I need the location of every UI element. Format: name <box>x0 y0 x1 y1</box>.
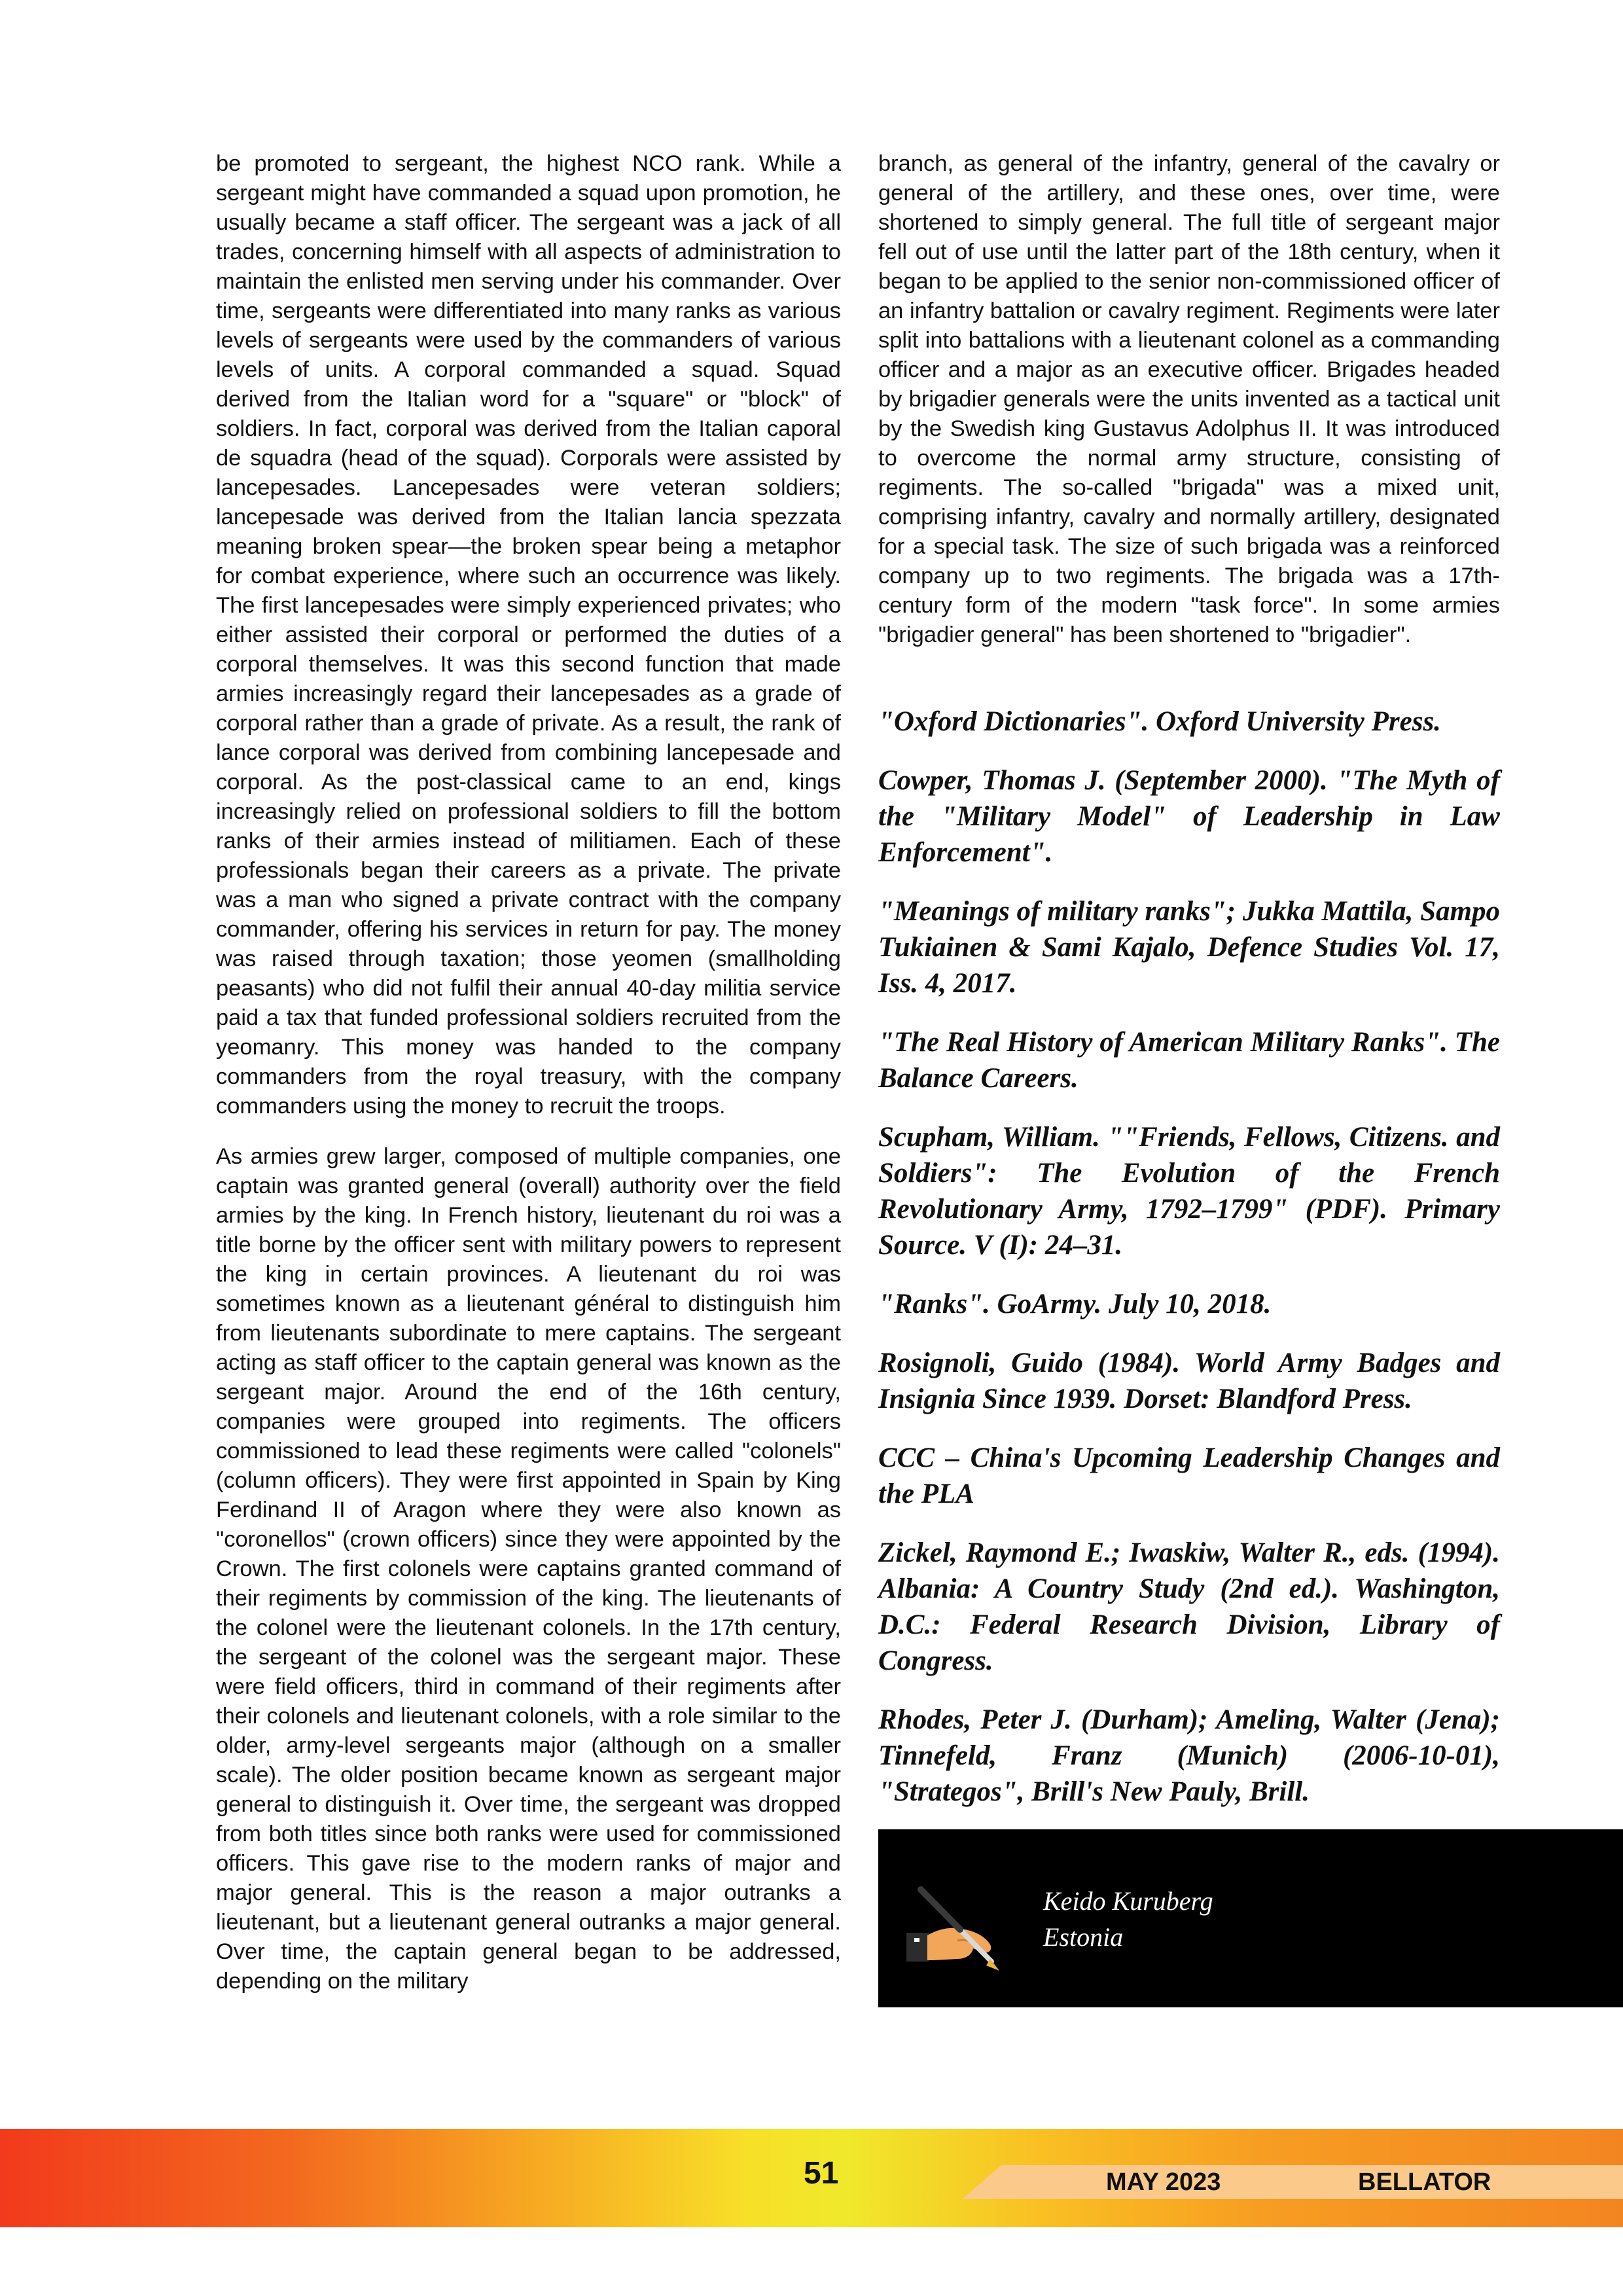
reference-item: "Ranks". GoArmy. July 10, 2018. <box>878 1289 1272 1319</box>
magazine-name: BELLATOR <box>1358 2168 1491 2196</box>
article-paragraph: branch, as general of the infantry, general of the cavalry or general of the artillery, and these ones, over time, were shortened to simply general. The full title of sergeant major fell out of use until the latter part of the 18th century, when it began to be applied to the senior non-commissioned officer of an infantry battalion or cavalry regiment. Regiments were later split into battalions with a lieutenant colonel as a commanding officer and a major as an executive officer. Brigades headed by brigadier generals were the units invented as a tactical unit by the Swedish king Gustavus Adolphus II. It was introduced to overcome the normal army structure, consisting of regiments. The so-called "brigada" was a mixed unit, comprising infantry, cavalry and normally artillery, designated for a special task. The size of such brigada was a reinforced company up to two regiments. The brigada was a 17th-century form of the modern "task force". In some armies "brigadier general" has been shortened to "brigadier". <box>878 151 1500 647</box>
reference-item: Scupham, William. ""Friends, Fellows, Citizens. and Soldiers": The Evolution of the French Revolutionary Army, 1792–1799" (PDF). Primary Source. V (I): 24–31. <box>878 1122 1500 1261</box>
footer-tab <box>962 2165 1623 2199</box>
author-country: Estonia <box>1043 1922 1124 1952</box>
reference-item: Rhodes, Peter J. (Durham); Ameling, Walter (Jena); Tinnefeld, Franz (Munich) (2006-10-01), "Strategos", Brill's New Pauly, Brill. <box>878 1704 1500 1807</box>
author-box <box>878 1829 1623 2007</box>
page-number: 51 <box>804 2156 839 2191</box>
article-paragraph: As armies grew larger, composed of multiple companies, one captain was granted general (overall) authority over the field armies by the king. In French history, lieutenant du roi was a title borne by the officer sent with military powers to represent the king in certain provinces. A lieutenant du roi was sometimes known as a lieutenant général to distinguish him from lieutenants subordinate to mere captains. The sergeant acting as staff officer to the captain general was known as the sergeant major. Around the end of the 16th century, companies were grouped into regiments. The officers commissioned to lead these regiments were called "colonels" (column officers). They were first appointed in Spain by King Ferdinand II of Aragon where they were also known as "coronellos" (crown officers) since they were appointed by the Crown. The first colonels were captains granted command of their regiments by commission of the king. The lieutenants of the colonel were the lieutenant colonels. In the 17th century, the sergeant of the colonel was the sergeant major. These were field officers, third in command of their regiments after their colonels and lieutenant colonels, with a role similar to the older, army-level sergeants major (although on a smaller scale). The older position became known as sergeant major general to distinguish it. Over time, the sergeant was dropped from both titles since both ranks were used for commissioned officers. This gave rise to the modern ranks of major and major general. This is the reason a major outranks a lieutenant, but a lieutenant general outranks a major general. Over time, the captain general began to be addressed, depending on the military <box>216 1144 841 1994</box>
reference-item: "The Real History of American Military Ranks". The Balance Careers. <box>878 1027 1500 1094</box>
quill-hand-icon <box>895 1875 1026 1973</box>
article-right-column <box>878 149 1500 650</box>
references-list <box>878 704 1500 1833</box>
reference-item: "Meanings of military ranks"; Jukka Mattila, Sampo Tukiainen & Sami Kajalo, Defence Studies Vol. 17, Iss. 4, 2017. <box>878 896 1500 999</box>
article-left-column <box>216 149 841 1996</box>
reference-item: Cowper, Thomas J. (September 2000). "The Myth of the "Military Model" of Leadership in Law Enforcement". <box>878 765 1500 868</box>
author-name: Keido Kuruberg <box>1043 1886 1213 1916</box>
reference-item: "Oxford Dictionaries". Oxford University Press. <box>878 706 1441 737</box>
reference-item: Zickel, Raymond E.; Iwaskiw, Walter R., eds. (1994). Albania: A Country Study (2nd ed.). Washington, D.C.: Federal Research Division, Library of Congress. <box>878 1537 1500 1676</box>
reference-item: Rosignoli, Guido (1984). World Army Badges and Insignia Since 1939. Dorset: Blandford Press. <box>878 1348 1500 1414</box>
reference-item: CCC – China's Upcoming Leadership Changes and the PLA <box>878 1443 1500 1509</box>
page-footer <box>0 2129 1623 2227</box>
issue-date: MAY 2023 <box>1106 2168 1221 2196</box>
article-paragraph: be promoted to sergeant, the highest NCO rank. While a sergeant might have commanded a squad upon promotion, he usually became a staff officer. The sergeant was a jack of all trades, concerning himself with all aspects of administration to maintain the enlisted men serving under his commander. Over time, sergeants were differentiated into many ranks as various levels of sergeants were used by the commanders of various levels of units. A corporal commanded a squad. Squad derived from the Italian word for a "square" or "block" of soldiers. In fact, corporal was derived from the Italian caporal de squadra (head of the squad). Corporals were assisted by lancepesades. Lancepesades were veteran soldiers; lancepesade was derived from the Italian lancia spezzata meaning broken spear—the broken spear being a metaphor for combat experience, where such an occurrence was likely. The first lancepesades were simply experienced privates; who either assisted their corporal or performed the duties of a corporal themselves. It was this second function that made armies increasingly regard their lancepesades as a grade of corporal rather than a grade of private. As a result, the rank of lance corporal was derived from combining lancepesade and corporal. As the post-classical came to an end, kings increasingly relied on professional soldiers to fill the bottom ranks of their armies instead of militiamen. Each of these professionals began their careers as a private. The private was a man who signed a private contract with the company commander, offering his services in return for pay. The money was raised through taxation; those yeomen (smallholding peasants) who did not fulfil their annual 40-day militia service paid a tax that funded professional soldiers recruited from the yeomanry. This money was handed to the company commanders from the royal treasury, with the company commanders using the money to recruit the troops. <box>216 151 841 1119</box>
